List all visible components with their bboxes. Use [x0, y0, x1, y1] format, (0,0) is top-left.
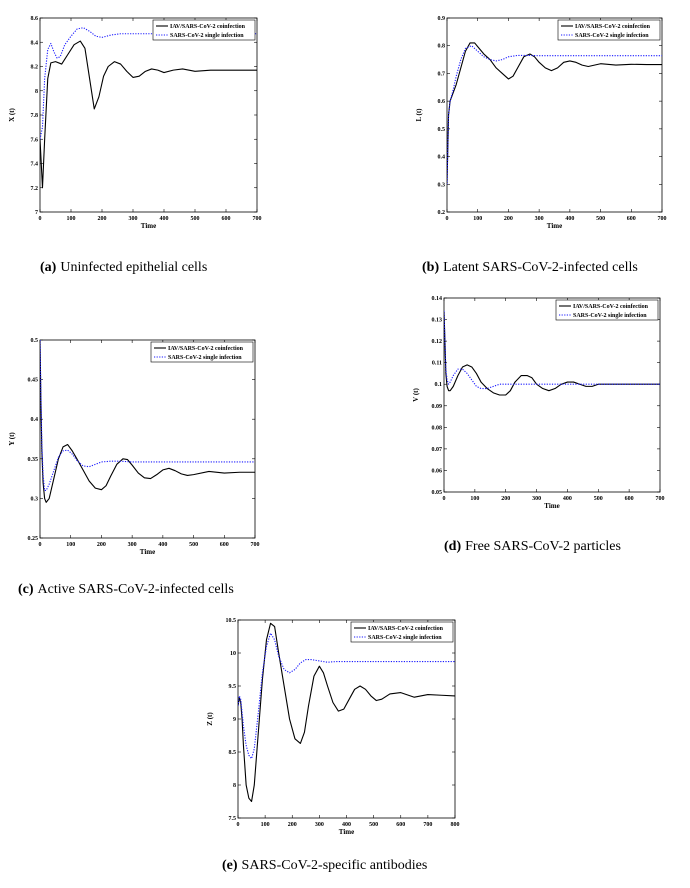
x-tick-label: 400	[565, 216, 575, 222]
x-axis-label: Time	[338, 828, 355, 836]
x-tick-label: 400	[158, 542, 168, 548]
legend-entry: SARS-CoV-2 single infection	[573, 313, 647, 319]
legend-entry: IAV/SARS-CoV-2 coinfection	[170, 24, 245, 30]
x-tick-label: 300	[127, 542, 137, 548]
legend	[556, 300, 658, 320]
x-tick-label: 100	[470, 496, 480, 502]
chart-e	[206, 618, 460, 836]
x-tick-label: 0	[38, 216, 42, 222]
x-tick-label: 600	[221, 216, 231, 222]
y-tick-label: 0.5	[437, 126, 445, 133]
x-tick-label: 100	[66, 216, 76, 222]
caption-text: Active SARS-CoV-2-infected cells	[37, 582, 234, 597]
y-tick-label: 0.6	[437, 99, 445, 106]
y-tick-label: 0.09	[431, 403, 442, 410]
y-tick-label: 8.4	[30, 40, 38, 47]
y-tick-label: 0.12	[431, 339, 442, 346]
y-tick-label: 7.8	[30, 113, 38, 119]
y-tick-label: 7.6	[30, 137, 38, 144]
y-tick-label: 0.14	[431, 296, 442, 302]
plot-frame	[238, 620, 455, 818]
caption-label: (c)	[18, 582, 34, 597]
y-tick-label: 0.7	[437, 71, 445, 78]
y-tick-label: 8	[233, 783, 236, 789]
y-tick-label: 0.4	[30, 417, 38, 424]
y-tick-label: 7.5	[228, 816, 236, 822]
x-tick-label: 600	[626, 216, 636, 222]
y-axis-label: V (t)	[412, 388, 420, 402]
x-tick-label: 300	[128, 216, 138, 222]
x-tick-label: 500	[593, 496, 603, 502]
legend	[351, 622, 453, 642]
plot-frame	[40, 340, 255, 538]
y-tick-label: 0.3	[437, 182, 445, 189]
y-tick-label: 0.08	[431, 425, 442, 432]
x-tick-label: 700	[250, 542, 260, 548]
x-tick-label: 300	[314, 822, 324, 828]
y-axis-label: X (t)	[8, 108, 16, 122]
chart-b	[415, 16, 667, 230]
x-tick-label: 200	[97, 216, 107, 222]
caption-text: SARS-CoV-2-specific antibodies	[241, 858, 428, 873]
caption-c	[18, 582, 234, 597]
x-axis-label: Time	[139, 548, 156, 556]
y-tick-label: 10.5	[225, 618, 236, 624]
legend	[151, 342, 253, 362]
y-tick-label: 0.13	[431, 317, 442, 324]
x-axis-label: Time	[140, 222, 157, 230]
y-tick-label: 9	[233, 717, 236, 723]
caption-a	[40, 260, 207, 275]
caption-text: Latent SARS-CoV-2-infected cells	[443, 260, 638, 275]
x-tick-label: 0	[236, 822, 240, 828]
legend-entry: SARS-CoV-2 single infection	[575, 33, 649, 39]
y-tick-label: 8.2	[30, 64, 38, 71]
y-tick-label: 0.07	[431, 446, 442, 453]
y-tick-label: 7	[35, 210, 38, 216]
legend-entry: IAV/SARS-CoV-2 coinfection	[368, 626, 443, 632]
y-tick-label: 9.5	[228, 684, 236, 690]
x-tick-label: 0	[442, 496, 446, 502]
x-tick-label: 100	[260, 822, 270, 828]
x-tick-label: 800	[450, 822, 460, 828]
legend-entry: IAV/SARS-CoV-2 coinfection	[168, 346, 243, 352]
legend-entry: IAV/SARS-CoV-2 coinfection	[573, 304, 648, 310]
x-tick-label: 0	[445, 216, 449, 222]
caption-text: Uninfected epithelial cells	[60, 260, 208, 275]
x-axis-label: Time	[544, 502, 560, 510]
y-tick-label: 10	[230, 651, 236, 657]
y-tick-label: 7.2	[30, 185, 38, 192]
y-axis-label: L (t)	[415, 108, 423, 122]
x-tick-label: 400	[562, 496, 572, 502]
y-tick-label: 0.11	[431, 360, 442, 367]
legend-entry: IAV/SARS-CoV-2 coinfection	[575, 24, 650, 30]
y-tick-label: 7.4	[30, 161, 38, 168]
chart-a	[8, 16, 262, 230]
x-tick-label: 600	[396, 822, 406, 828]
y-tick-label: 8	[35, 88, 38, 95]
x-tick-label: 600	[219, 542, 229, 548]
x-tick-label: 100	[473, 216, 483, 222]
legend-entry: SARS-CoV-2 single infection	[168, 355, 242, 361]
chart-c	[8, 338, 260, 556]
caption-d	[444, 539, 621, 554]
y-tick-label: 8.6	[30, 16, 38, 22]
legend	[153, 20, 255, 40]
x-tick-label: 500	[190, 216, 200, 222]
x-tick-label: 700	[252, 216, 262, 222]
x-tick-label: 700	[423, 822, 433, 828]
x-tick-label: 700	[655, 496, 665, 502]
y-tick-label: 0.4	[437, 154, 445, 161]
x-tick-label: 500	[369, 822, 379, 828]
caption-e	[222, 858, 427, 873]
legend-entry: SARS-CoV-2 single infection	[170, 33, 244, 39]
x-tick-label: 0	[38, 542, 42, 548]
x-tick-label: 400	[159, 216, 169, 222]
y-tick-label: 0.5	[30, 338, 38, 344]
plot-frame	[444, 298, 660, 492]
x-tick-label: 700	[657, 216, 667, 222]
y-tick-label: 0.05	[431, 490, 442, 496]
legend-entry: SARS-CoV-2 single infection	[368, 635, 442, 641]
x-tick-label: 200	[287, 822, 297, 828]
y-tick-label: 0.25	[27, 536, 38, 542]
x-tick-label: 400	[342, 822, 351, 828]
x-tick-label: 500	[596, 216, 606, 222]
chart-d	[412, 296, 665, 510]
x-tick-label: 200	[503, 216, 513, 222]
plot-frame	[447, 18, 662, 212]
x-tick-label: 600	[624, 496, 634, 502]
y-tick-label: 0.35	[27, 456, 38, 463]
x-tick-label: 100	[66, 542, 76, 548]
y-tick-label: 0.45	[27, 377, 38, 384]
y-tick-label: 0.3	[30, 496, 38, 503]
y-tick-label: 0.1	[434, 382, 442, 389]
legend	[558, 20, 660, 40]
caption-b	[422, 260, 638, 275]
y-tick-label: 0.06	[431, 468, 442, 475]
y-tick-label: 8.5	[228, 750, 236, 756]
x-tick-label: 200	[501, 496, 511, 502]
caption-label: (a)	[40, 260, 57, 275]
x-tick-label: 300	[532, 496, 542, 502]
x-tick-label: 300	[534, 216, 544, 222]
caption-label: (e)	[222, 858, 238, 873]
caption-label: (b)	[422, 260, 440, 275]
x-tick-label: 200	[96, 542, 106, 548]
y-axis-label: Y (t)	[8, 432, 16, 446]
y-axis-label: Z (t)	[206, 712, 214, 726]
x-axis-label: Time	[546, 222, 563, 230]
y-tick-label: 0.2	[437, 210, 445, 216]
x-tick-label: 500	[189, 542, 199, 548]
caption-label: (d)	[444, 539, 462, 554]
y-tick-label: 0.9	[437, 16, 445, 22]
y-tick-label: 0.8	[437, 43, 445, 50]
caption-text: Free SARS-CoV-2 particles	[465, 539, 621, 554]
